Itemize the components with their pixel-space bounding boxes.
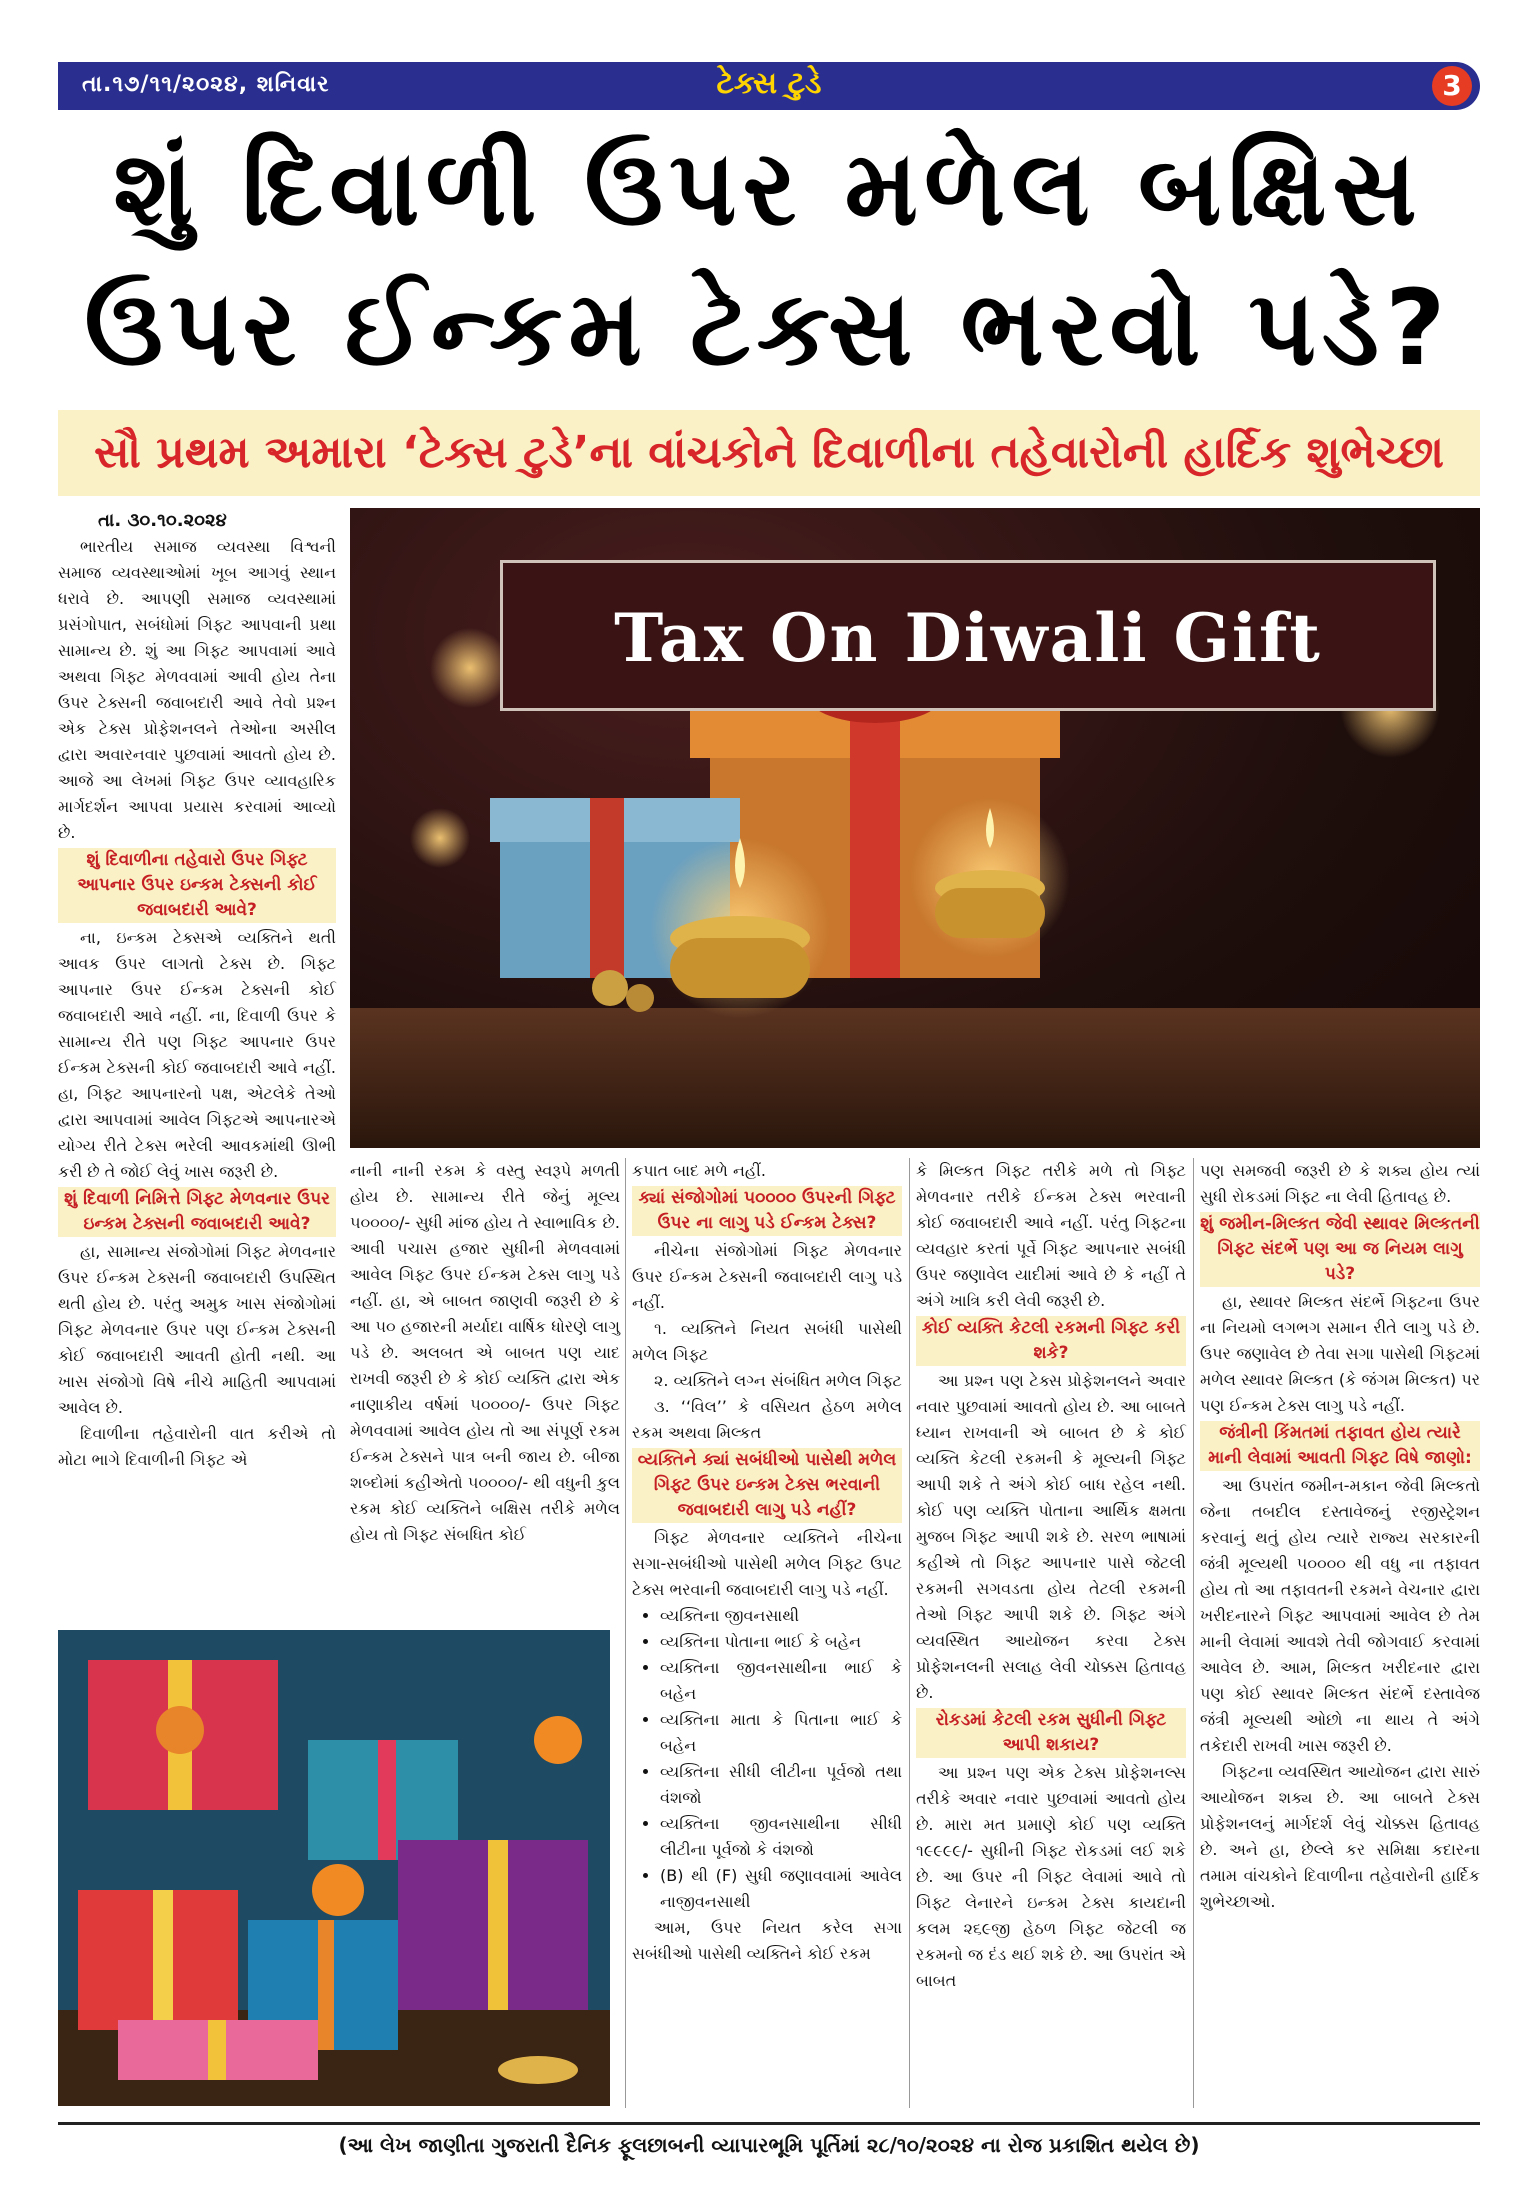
article-column-1 xyxy=(58,508,336,1473)
section-heading: જંત્રીની કિંમતમાં તફાવત હોય ત્યારે માની લેવામાં આવતી ગિફ્ટ વિષે જાણો: xyxy=(1200,1421,1480,1471)
gift-boxes-illustration xyxy=(58,1630,610,2106)
list-item: ૧. વ્યક્તિને નિયત સબંધી પાસેથી મળેલ ગિફ્ટ xyxy=(632,1319,902,1364)
list-item: • વ્યક્તિના સીધી લીટીના પૂર્વજો તથા વંશજો xyxy=(660,1759,902,1811)
list-item: ૨. વ્યક્તિને લગ્ન સંબંધિત મળેલ ગિફ્ટ xyxy=(654,1371,902,1390)
paragraph: દિવાળીના તહેવારોની વાત કરીએ તો મોટા ભાગે દિવાળીની ગિફ્ટ એ xyxy=(58,1424,336,1469)
list-item: • વ્યક્તિના માતા કે પિતાના ભાઈ કે બહેન xyxy=(660,1707,902,1759)
paragraph: ના, ઇન્કમ ટેક્સએ વ્યક્તિને થતી આવક ઉપર લાગતો ટેક્સ છે. ગિફ્ટ આપનાર ઉપર ઈન્કમ ટેક્સની કોઈ જવાબદારી આવે નહીં. ના, દિવાળી ઉપર કે સામાન્ય રીતે પણ ગિફ્ટ આપનાર ઉપર ઈન્કમ ટેક્સની કોઈ જવાબદારી આવે નહીં. હા, ગિફ્ટ આપનારનો પક્ષ, એટલેકે તેઓ દ્વારા આપવામાં આવેલ ગિફ્ટએ આપનારએ યોગ્ય રીતે ટેક્સ ભરેલી આવકમાંથી ઊભી કરી છે તે જોઈ લેવું ખાસ જરૂરી છે. xyxy=(58,928,336,1181)
gift-boxes-photo xyxy=(58,1630,610,2106)
list-item: • (B) થી (F) સુધી જણાવવામાં આવેલ નાજીવનસાથી xyxy=(660,1863,902,1915)
paragraph: પણ સમજવી જરૂરી છે કે શક્ય હોય ત્યાં સુધી રોકડમાં ગિફ્ટ ના લેવી હિતાવહ છે. xyxy=(1200,1161,1480,1206)
paragraph: હા, સ્થાવર મિલ્કત સંદર્ભે ગિફ્ટના ઉપર ના નિયમો લગભગ સમાન રીતે લાગુ પડે છે. ઉપર જણાવેલ છે તેવા સગા પાસેથી ગિફ્ટમાં મળેલ સ્થાવર મિલ્કત (કે જંગમ મિલ્કત) પર પણ ઈન્કમ ટેક્સ લાગુ પડે નહીં. xyxy=(1200,1292,1480,1415)
paragraph: નાની નાની રકમ કે વસ્તુ સ્વરૂપે મળતી હોય છે. સામાન્ય રીતે જેનું મૂલ્ય ૫૦૦૦૦/- સુધી માંજ હોય તે સ્વાભાવિક છે. આવી પચાસ હજાર સુધીની મેળવવામાં આવેલ ગિફ્ટ ઉપર ઈન્કમ ટેક્સ લાગુ પડે નહીં. હા, એ બાબત જાણવી જરૂરી છે કે આ ૫૦ હજારની મર્યાદા વાર્ષિક ધોરણે લાગુ પડે છે. અલબત એ બાબત પણ યાદ રાખવી જરૂરી છે કે કોઈ વ્યક્તિ દ્વારા એક નાણાકીય વર્ષમાં ૫૦૦૦૦/- ઉપર ગિફ્ટ મેળવવામાં આવેલ હોય તો આ સંપૂર્ણ રકમ ઈન્કમ ટેક્સને પાત્ર બની જાય છે. બીજા શબ્દોમાં કહીએતો ૫૦૦૦૦/- થી વધુની કુલ રકમ કોઈ વ્યક્તિને બક્ષિસ તરીકે મળેલ હોય તો ગિફ્ટ સંબધિત કોઈ xyxy=(350,1161,620,1544)
header-bar xyxy=(58,62,1480,110)
page-number: 3 xyxy=(1432,66,1472,106)
paragraph: કપાત બાદ મળે નહીં. xyxy=(632,1161,766,1180)
article-column-4 xyxy=(916,1158,1186,1994)
paragraph: આ ઉપરાંત જમીન-મકાન જેવી મિલ્કતો જેના તબદીલ દસ્તાવેજનું રજીસ્ટ્રેશન કરવાનું થતું હોય ત્યારે રાજ્ય સરકારની જંત્રી મૂલ્યથી ૫૦૦૦૦ થી વધુ ના તફાવત હોય તો આ તફાવતની રકમને વેચનાર દ્વારા ખરીદનારને ગિફ્ટ આપવામાં આવેલ છે તેમ માની લેવામાં આવશે તેવી જોગવાઈ કરવામાં આવેલ છે. આમ, મિલ્કત ખરીદનાર દ્વારા પણ કોઈ સ્થાવર મિલ્કત સંદર્ભે દસ્તાવેજ જંત્રી મૂલ્યથી ઓછો ના થાય તે અંગે તકેદારી રાખવી ખાસ જરૂરી છે. xyxy=(1200,1476,1480,1755)
article-column-3 xyxy=(632,1158,902,1967)
section-heading: શું જમીન-મિલ્કત જેવી સ્થાવર મિલ્કતની ગિફ્ટ સંદર્ભે પણ આ જ નિયમ લાગુ પડે? xyxy=(1200,1212,1480,1287)
article-column-2 xyxy=(350,1158,620,1548)
banner-title: Tax On Diwali Gift xyxy=(614,599,1322,677)
list-item: • વ્યક્તિના જીવનસાથી xyxy=(660,1603,902,1629)
relatives-list xyxy=(632,1603,902,1915)
headline-line-2: ઉપર ઈન્કમ ટેક્સ ભરવો પડે? xyxy=(84,267,1452,389)
section-heading: કોઈ વ્યક્તિ કેટલી રકમની ગિફ્ટ કરી શકે? xyxy=(916,1316,1186,1366)
paragraph: ગિફ્ટના વ્યવસ્થિત આયોજન દ્વારા સારું આયોજન શક્ય છે. આ બાબતે ટેક્સ પ્રોફેશનલનું માર્ગદર્શ લેવું ચોક્કસ હિતાવહ છે. અને હા, છેલ્લે કર સમિક્ષા કદારના તમામ વાંચકોને દિવાળીના તહેવારોની હાર્દિક શુભેચ્છાઓ. xyxy=(1200,1762,1480,1911)
diwali-gift-photo xyxy=(350,508,1480,1148)
source-note-text: (આ લેખ જાણીતા ગુજરાતી દૈનિક ફૂલછાબની વ્યાપારભૂમિ પૂર્તિમાં ૨૮/૧૦/૨૦૨૪ ના રોજ પ્રકાશિત થયેલ છે) xyxy=(338,2133,1200,2157)
list-item: ૩. ‘‘વિલ’’ કે વસિયત હેઠળ મળેલ રકમ અથવા મિલ્કત xyxy=(632,1397,902,1442)
column-divider xyxy=(625,1158,626,2108)
image-banner xyxy=(500,560,1436,711)
section-heading: વ્યક્તિને ક્યાં સબંધીઓ પાસેથી મળેલ ગિફ્ટ ઉપર ઇન્કમ ટેક્સ ભરવાની જવાબદારી લાગુ પડે નહીં? xyxy=(632,1448,902,1523)
column-divider xyxy=(909,1158,910,2108)
paragraph: કે મિલ્કત ગિફ્ટ તરીકે મળે તો ગિફ્ટ મેળવનાર તરીકે ઈન્કમ ટેક્સ ભરવાની કોઈ જવાબદારી આવે નહીં. પરંતુ ગિફ્ટના વ્યવહાર કરતાં પૂર્વે ગિફ્ટ આપનાર સબંધી ઉપર જણાવેલ યાદીમાં આવે છે કે નહીં તે અંગે ખાત્રિ કરી લેવી જરૂરી છે. xyxy=(916,1161,1186,1310)
headline-line-1: શું દિવાળી ઉપર મળેલ બક્ષિસ xyxy=(113,127,1423,249)
list-item: • વ્યક્તિના જીવનસાથીના સીધી લીટીના પૂર્વજો કે વંશજો xyxy=(660,1811,902,1863)
paragraph: આ પ્રશ્ન પણ એક ટેક્સ પ્રોફેશનલ્સ તરીકે અવાર નવાર પુછવામાં આવતો હોય છે. મારા મત પ્રમાણે કોઈ પણ વ્યક્તિ ૧૯૯૯૯/- સુધીની ગિફ્ટ રોકડમાં લઈ શકે છે. આ ઉપર ની ગિફ્ટ લેવામાં આવે તો ગિફ્ટ લેનારને ઇન્કમ ટેક્સ કાયદાની કલમ ૨૬૯જી હેઠળ ગિફ્ટ જેટલી જ રકમનો જ દંડ થઈ શકે છે. આ ઉપરાંત એ બાબત xyxy=(916,1763,1186,1990)
column-divider xyxy=(1193,1158,1194,2108)
list-item: • વ્યક્તિના જીવનસાથીના ભાઈ કે બહેન xyxy=(660,1655,902,1707)
paragraph: આમ, ઉપર નિયત કરેલ સગા સબંધીઓ પાસેથી વ્યક્તિને કોઈ રકમ xyxy=(632,1918,902,1963)
list-item: • વ્યક્તિના પોતાના ભાઈ કે બહેન xyxy=(660,1629,902,1655)
source-note xyxy=(58,2122,1480,2165)
article-column-5 xyxy=(1200,1158,1480,1915)
publication-name: ટેક્સ ટુડે xyxy=(716,66,822,101)
subheadline: સૌ પ્રથમ અમારા ‘ટેક્સ ટુડે’ના વાંચકોને દિવાળીના તહેવારોની હાર્દિક શુભેચ્છા xyxy=(58,410,1480,496)
section-heading: શું દિવાળી નિમિત્તે ગિફ્ટ મેળવનાર ઉપર ઇન્કમ ટેક્સની જવાબદારી આવે? xyxy=(58,1187,336,1237)
paragraph: હા, સામાન્ય સંજોગોમાં ગિફ્ટ મેળવનાર ઉપર ઈન્કમ ટેક્સની જવાબદારી ઉપસ્થિત થતી હોય છે. પરંતુ અમુક ખાસ સંજોગોમાં ગિફ્ટ મેળવનાર ઉપર પણ ઈન્કમ ટેક્સની કોઈ જવાબદારી આવતી હોતી નથી. આ ખાસ સંજોગો વિષે નીચે માહિતી આપવામાં આવેલ છે. xyxy=(58,1242,336,1417)
section-heading: શું દિવાળીના તહેવારો ઉપર ગિફ્ટ આપનાર ઉપર ઇન્કમ ટેક્સની કોઈ જવાબદારી આવે? xyxy=(58,848,336,923)
paragraph: નીચેના સંજોગોમાં ગિફ્ટ મેળવનાર ઉપર ઈન્કમ ટેક્સની જવાબદારી લાગુ પડે નહીં. xyxy=(632,1241,902,1312)
section-heading: રોકડમાં કેટલી રકમ સુધીની ગિફ્ટ આપી શકાય? xyxy=(916,1708,1186,1758)
section-heading: ક્યાં સંજોગોમાં ૫૦૦૦૦ ઉપરની ગિફ્ટ ઉપર ના લાગુ પડે ઈન્કમ ટેક્સ? xyxy=(632,1186,902,1236)
article-date: તા. ૩૦.૧૦.૨૦૨૪ xyxy=(98,510,227,531)
paragraph: ગિફ્ટ મેળવનાર વ્યક્તિને નીચેના સગા-સબંધીઓ પાસેથી મળેલ ગિફ્ટ ઉપટ ટેક્સ ભરવાની જવાબદારી લાગુ પડે નહીં. xyxy=(632,1528,902,1599)
issue-date: તા.૧૭/૧૧/૨૦૨૪, શનિવાર xyxy=(82,72,330,97)
paragraph: ભારતીય સમાજ વ્યવસ્થા વિશ્વની સમાજ વ્યવસ્થાઓમાં ખૂબ આગવું સ્થાન ધરાવે છે. આપણી સમાજ વ્યવસ્થામાં પ્રસંગોપાત, સબંધોમાં ગિફ્ટ આપવાની પ્રથા સામાન્ય છે. શું આ ગિફ્ટ આપવામાં આવે અથવા ગિફ્ટ મેળવવામાં આવી હોય તેના ઉપર ટેક્સની જવાબદારી આવે તેવો પ્રશ્ન એક ટેક્સ પ્રોફેશનલને તેઓના અસીલ દ્વારા અવારનવાર પુછવામાં આવતો હોય છે. આજે આ લેખમાં ગિફ્ટ ઉપર વ્યાવહારિક માર્ગદર્શન આપવા પ્રયાસ કરવામાં આવ્યો છે. xyxy=(58,537,336,842)
paragraph: આ પ્રશ્ન પણ ટેક્સ પ્રોફેશનલને અવાર નવાર પુછવામાં આવતો હોય છે. આ બાબતે ધ્યાન રાખવાની એ બાબત છે કે કોઈ વ્યક્તિ કેટલી રકમની કે મૂલ્યની ગિફ્ટ આપી શકે તે અંગે કોઈ બાધ રહેલ નથી. કોઈ પણ વ્યક્તિ પોતાના આર્થિક ક્ષમતા મુજબ ગિફ્ટ આપી શકે છે. સરળ ભાષામાં કહીએ તો ગિફ્ટ આપનાર પાસે જેટલી રકમની સગવડતા હોય તેટલી રકમની તેઓ ગિફ્ટ આપી શકે છે. ગિફ્ટ અંગે વ્યવસ્થિત આયોજન કરવા ટેક્સ પ્રોફેશનલની સલાહ લેવી ચોક્કસ હિતાવહ છે. xyxy=(916,1371,1186,1702)
